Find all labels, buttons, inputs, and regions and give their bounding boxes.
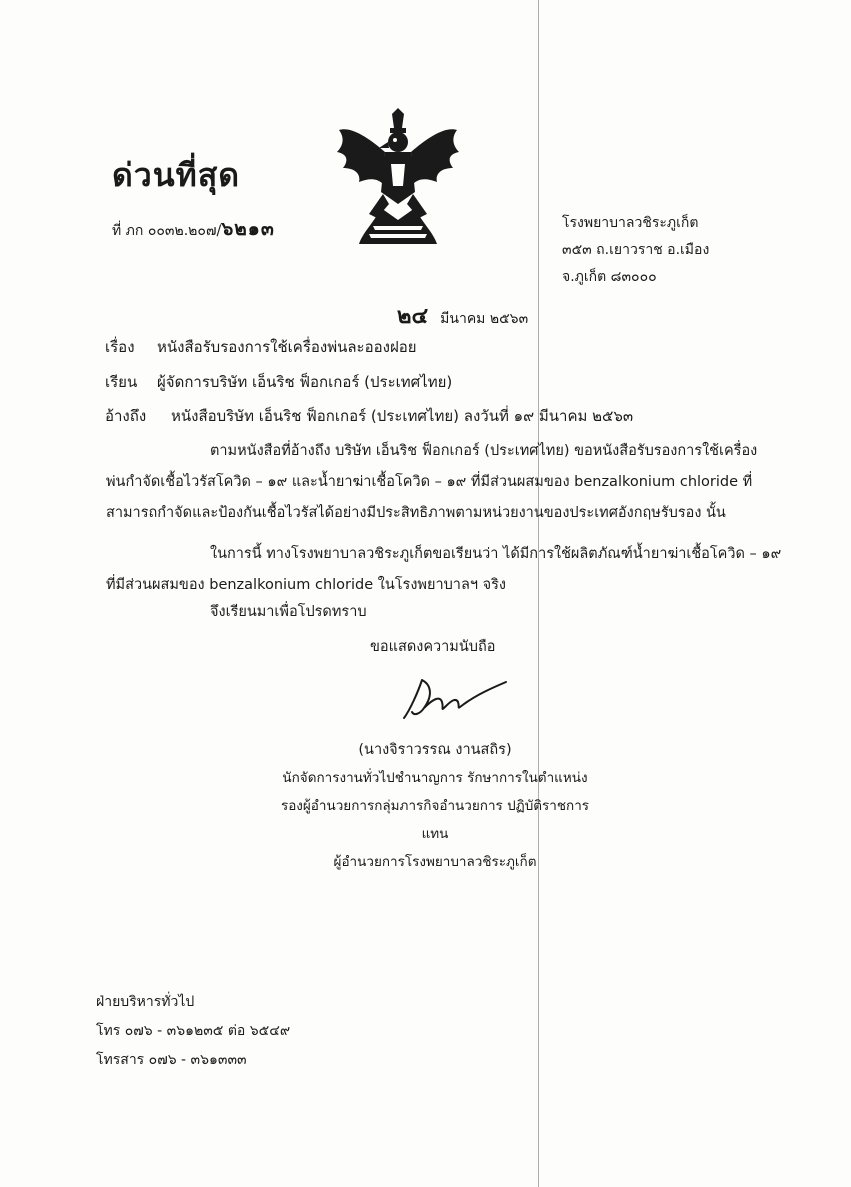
- date-month-year: มีนาคม ๒๕๖๓: [440, 311, 529, 327]
- reference-label: อ้างถึง: [105, 407, 147, 425]
- urgency-label: ด่วนที่สุด: [112, 156, 241, 194]
- reference-row: [105, 404, 633, 428]
- date-handwritten-day: ๒๔: [397, 304, 429, 329]
- footer-fax: โทรสาร ๐๗๖ - ๓๖๑๓๓๓: [96, 1052, 247, 1068]
- garuda-emblem-icon: [333, 108, 463, 250]
- paragraph-1-line-2: พ่นกำจัดเชื้อไวรัสโควิด – ๑๙ และน้ำยาฆ่าเชื้อโควิด – ๑๙ ที่มีส่วนผสมของ benzalkonium chloride ที่: [106, 474, 753, 490]
- addressee-row: [105, 370, 452, 394]
- subject-text: หนังสือรับรองการใช้เครื่องพ่นละอองฝอย: [157, 338, 417, 356]
- signatory-position-3: ผู้อำนวยการโรงพยาบาลวชิระภูเก็ต: [333, 854, 537, 870]
- paragraph-1-line-3: สามารถกำจัดและป้องกันเชื้อไวรัสได้อย่างมีประสิทธิภาพตามหน่วยงานของประเทศอังกฤษรับรอง นั้น: [106, 505, 726, 521]
- signatory-position-2: รองผู้อำนวยการกลุ่มภารกิจอำนวยการ ปฏิบัติราชการแทน: [280, 798, 590, 842]
- subject-row: [105, 335, 417, 359]
- regards-text: ขอแสดงความนับถือ: [370, 639, 496, 655]
- sender-address-line-2: ๓๕๓ ถ.เยาวราช อ.เมือง: [562, 242, 710, 258]
- reference-prefix: ที่ ภก ๐๐๓๒.๒๐๗/: [112, 223, 222, 239]
- contact-footer: [96, 988, 290, 1075]
- subject-label: เรื่อง: [105, 338, 135, 356]
- signatory-position-1: นักจัดการงานทั่วไปชำนาญการ รักษาการในตำแหน่ง: [282, 770, 588, 786]
- paragraph-2-line-1: ในการนี้ ทางโรงพยาบาลวชิระภูเก็ตขอเรียนว่า ได้มีการใช้ผลิตภัณฑ์น้ำยาฆ่าเชื้อโควิด – ๑๙: [210, 546, 782, 562]
- reference-text: หนังสือบริษัท เอ็นริช ฟ็อกเกอร์ (ประเทศไทย) ลงวันที่ ๑๙ มีนาคม ๒๕๖๓: [171, 407, 634, 425]
- footer-department: ฝ่ายบริหารทั่วไป: [96, 994, 195, 1010]
- sender-address: [562, 210, 709, 291]
- addressee-label: เรียน: [105, 373, 138, 391]
- footer-phone: โทร ๐๗๖ - ๓๖๑๒๓๕ ต่อ ๖๕๔๙: [96, 1023, 291, 1039]
- letter-date: [397, 298, 528, 333]
- signatory-name: (นางจิราวรรณ งานสถิร): [358, 742, 512, 758]
- addressee-text: ผู้จัดการบริษัท เอ็นริช ฟ็อกเกอร์ (ประเทศไทย): [157, 373, 453, 391]
- closing-text: จึงเรียนมาเพื่อโปรดทราบ: [210, 604, 367, 620]
- paragraph-1-line-1: ตามหนังสือที่อ้างถึง บริษัท เอ็นริช ฟ็อกเกอร์ (ประเทศไทย) ขอหนังสือรับรองการใช้เครื่อง: [210, 443, 758, 459]
- handwritten-signature-icon: [400, 668, 510, 728]
- sender-address-line-1: โรงพยาบาลวชิระภูเก็ต: [562, 215, 699, 231]
- reference-number: [112, 214, 275, 244]
- signatory-block: [270, 736, 600, 876]
- reference-handwritten-number: ๖๒๑๓: [221, 218, 275, 240]
- paragraph-2-line-2: ที่มีส่วนผสมของ benzalkonium chloride ในโรงพยาบาลฯ จริง: [106, 577, 506, 593]
- body-paragraph-2: [106, 539, 786, 601]
- sender-address-line-3: จ.ภูเก็ต ๘๓๐๐๐: [562, 269, 657, 285]
- body-paragraph-1: [106, 436, 786, 529]
